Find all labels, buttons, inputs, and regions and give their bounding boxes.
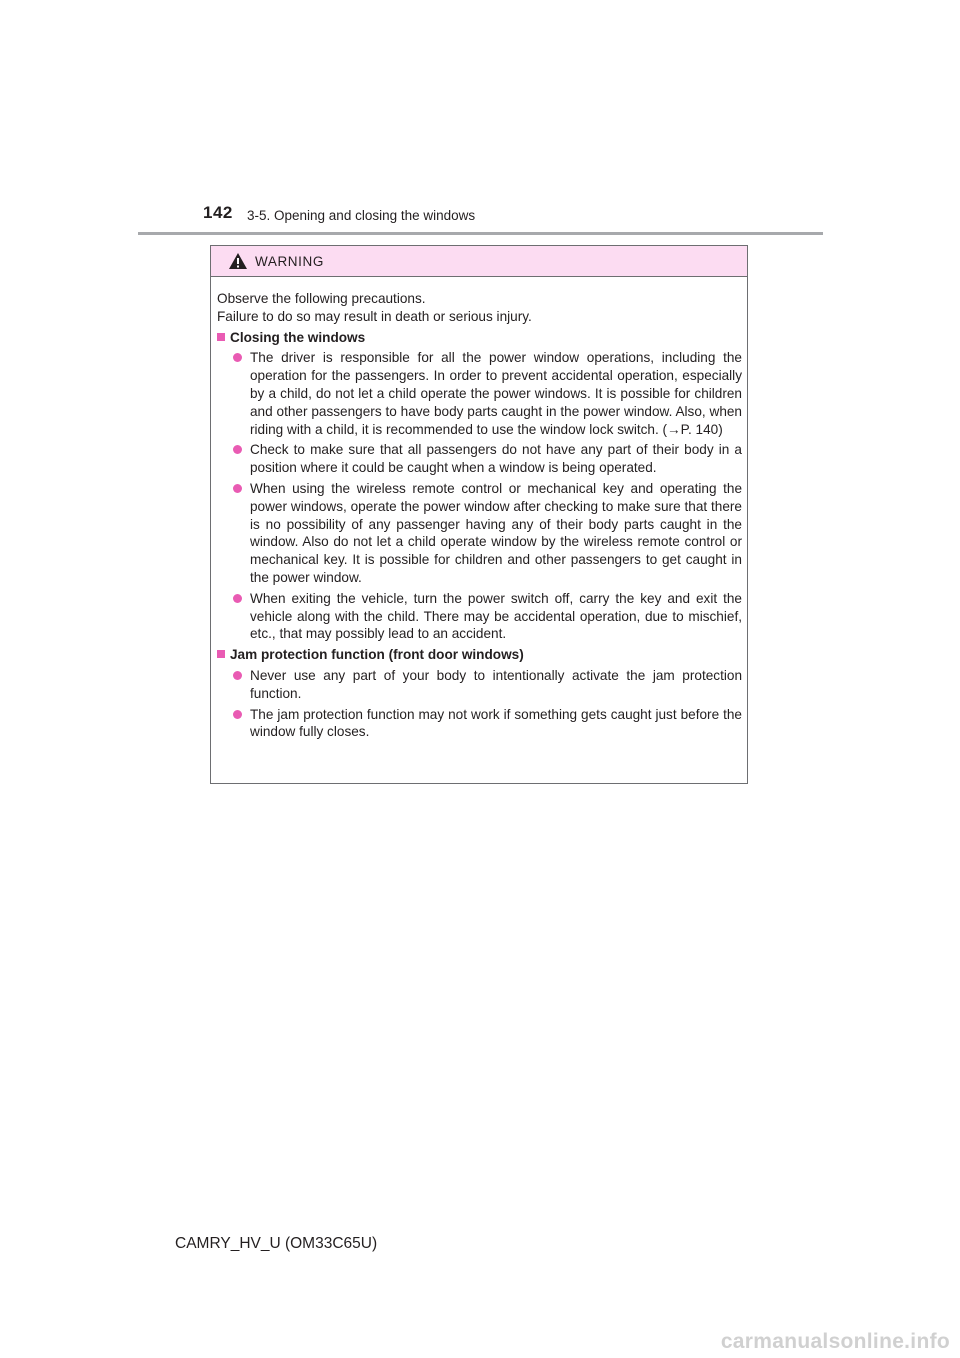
section-heading-text: Jam protection function (front door windows) [230, 647, 524, 663]
list-item-text: The jam protection function may not work if something gets caught just before the window fully closes. [250, 706, 742, 740]
warning-title: WARNING [255, 254, 324, 269]
intro-line: Failure to do so may result in death or serious injury. [217, 308, 532, 324]
section-heading-text: Closing the windows [230, 329, 366, 345]
section-heading [217, 329, 742, 347]
list-item-text: Check to make sure that all passengers do not have any part of their body in a position where it could be caught when a window is being operated. [250, 442, 742, 476]
list-item-text: The driver is responsible for all the power window operations, including the operation for the passengers. In order to prevent accidental operation, especially by a child, do not let a child operate the power windows. It is possible for children and other passengers to have body parts caught in the power window. Also, when riding with a child, it is recommended to use the window lock switch. (→P. 140) [250, 350, 742, 437]
list-item-text: Never use any part of your body to intentionally activate the jam protection function. [250, 667, 742, 701]
list-item-text: When using the wireless remote control or mechanical key and operating the power windows, operate the power window after checking to make sure that there is no possibility of any passenger having any of their body parts caught in the window. Also do not let a child operate window by the wireless remote control or mechanical key. It is possible for children and other passengers to get caught in the power window. [250, 480, 742, 585]
list-item [217, 706, 742, 742]
list-item [217, 349, 742, 438]
warning-box [210, 245, 748, 784]
list-item [217, 590, 742, 643]
list-item-text: When exiting the vehicle, turn the power switch off, carry the key and exit the vehicle along with the child. There may be accidental operation, due to mischief, etc., that may possibly lead to an accident. [250, 590, 742, 642]
header-divider [138, 232, 823, 235]
list-item [217, 667, 742, 703]
list-item [217, 480, 742, 587]
section-title: 3-5. Opening and closing the windows [247, 208, 476, 223]
model-code: CAMRY_HV_U (OM33C65U) [175, 1235, 378, 1252]
intro-line: Observe the following precautions. [217, 291, 426, 306]
circle-bullet-icon [233, 445, 242, 454]
section-heading [217, 646, 742, 664]
page-number: 142 [203, 203, 233, 222]
warning-header [211, 246, 747, 277]
circle-bullet-icon [233, 353, 242, 362]
square-bullet-icon [217, 650, 225, 658]
warning-body [211, 277, 747, 741]
list-item [217, 441, 742, 477]
circle-bullet-icon [233, 484, 242, 493]
watermark: carmanualsonline.info [720, 1330, 950, 1353]
circle-bullet-icon [233, 671, 242, 680]
circle-bullet-icon [233, 710, 242, 719]
circle-bullet-icon [233, 594, 242, 603]
warning-triangle-icon [228, 252, 248, 270]
square-bullet-icon [217, 333, 225, 341]
